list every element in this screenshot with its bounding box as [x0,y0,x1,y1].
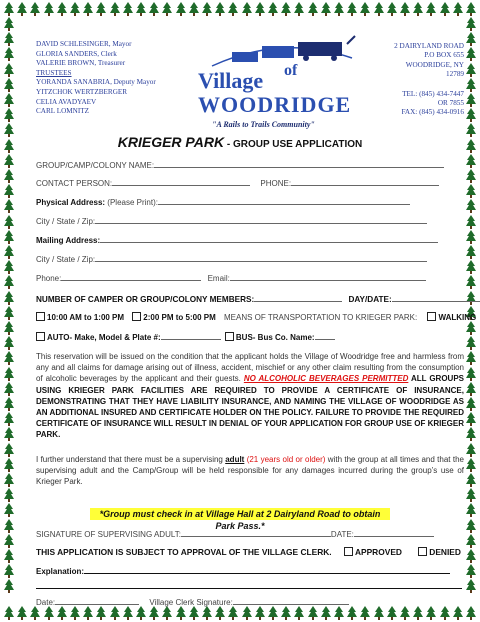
tree-icon [334,2,344,16]
tree-icon [268,2,278,16]
insurance-notice: ALL GROUPS USING KRIEGER PARK FACILITIES ARE REQUIRED TO PROVIDE A CERTIFICATE OF INSURANCE, DEMONSTRATING THAT THEY HAVE LIABILITY INSURANCE, AND NAMING THE VILLAGE OF WOODRIDGE AS AN ADDITIONAL INSURED AND CERTIFICATE HOLDER ON THE POLICY. FAILURE TO PROVIDE THE REQUIRED CERTIFICATE OF INSURANCE WILL RESULT IN DENIAL OF YOUR APPLICATION FOR GROUP USE OF KRIEGER PARK. [36,374,465,440]
phone-field[interactable] [61,272,201,281]
logo-woodridge-text: WOODRIDGE [198,92,352,117]
tree-icon [466,458,476,472]
tree-icon [466,17,476,31]
denied-label: DENIED [429,547,461,557]
liability-text: This reservation will be issued on the condition that the applicant holds the Village of Woodridge free and harmless from any and all claims for damage arising out of illness, accident, mischief or any other claim resulting from the consumption of alcoholic beverages by the applicant and their guests. [36,352,464,384]
approved-checkbox[interactable] [344,547,353,556]
tree-icon [4,519,14,533]
tree-icon [4,606,14,620]
official-trustee: CELIA AVADYAEV [36,97,97,106]
tree-icon [242,2,252,16]
tree-icon [30,2,40,16]
tree-icon [4,245,14,259]
signature-label: SIGNATURE OF SUPERVISING ADULT: [36,530,181,539]
tree-icon [400,606,410,620]
tree-icon [4,473,14,487]
tree-icon [466,397,476,411]
tree-icon [334,606,344,620]
tree-icon [466,579,476,593]
village-logo [192,32,362,132]
phone-email-row [36,272,426,283]
group-name-label: GROUP/CAMP/COLONY NAME: [36,161,155,170]
tree-icon [4,32,14,46]
official-deputy-mayor: YORANDA SANABRIA, Deputy Mayor [36,78,156,87]
tree-icon [466,564,476,578]
group-name-field[interactable] [154,159,444,168]
tree-icon [466,503,476,517]
tree-icon [466,215,476,229]
supervision-text-a: I further understand that there must be a supervising [36,455,226,464]
tree-icon [347,606,357,620]
tree-icon [466,139,476,153]
tree-icon [17,2,27,16]
tree-icon [4,108,14,122]
explanation-field[interactable] [84,565,450,574]
tree-icon [466,321,476,335]
tree-icon [4,63,14,77]
tree-icon [466,199,476,213]
contact-person-label: CONTACT PERSON: [36,179,113,188]
signature-field[interactable] [181,528,331,537]
tree-icon [176,606,186,620]
phone-field[interactable] [291,177,439,186]
bus-checkbox[interactable] [225,332,234,341]
tree-icon [4,488,14,502]
tree-icon [162,2,172,16]
tree-icon [242,606,252,620]
tree-icon [466,78,476,92]
vehicle-row [36,331,335,342]
tree-icon [4,503,14,517]
age-requirement: (21 years old or older) [244,455,326,464]
tree-icon [4,351,14,365]
auto-field[interactable] [161,331,221,340]
tree-icon [360,606,370,620]
tree-icon [466,488,476,502]
tree-icon [4,78,14,92]
address-line: P.O BOX 655 [424,51,464,60]
tree-icon [426,606,436,620]
official-trustee: YITZCHOK WERTZBERGER [36,87,128,96]
tree-icon [136,606,146,620]
tree-icon [4,260,14,274]
tree-icon [466,427,476,441]
trustees-heading: TRUSTEES [36,68,72,77]
tree-icon [374,606,384,620]
clerk-signature-row [36,596,349,607]
approval-row [36,547,461,557]
tree-icon [202,2,212,16]
denied-checkbox[interactable] [418,547,427,556]
tree-icon [136,2,146,16]
tree-icon [4,2,14,16]
official-treasurer: VALERIE BROWN, Treasurer [36,59,126,68]
tree-icon [360,2,370,16]
tree-icon [4,199,14,213]
explanation-row [36,565,450,576]
official-trustee: CARL LOMNITZ [36,107,90,116]
time-slot-1-checkbox[interactable] [36,312,45,321]
tree-icon [83,606,93,620]
tree-icon [149,606,159,620]
tree-icon [44,606,54,620]
bus-label: BUS- Bus Co. Name: [235,333,315,342]
tree-icon [466,245,476,259]
tree-icon [413,606,423,620]
tree-icon [176,2,186,16]
tree-icon [466,230,476,244]
tree-icon [294,2,304,16]
address-block [344,42,464,118]
tree-icon [426,2,436,16]
contact-person-field[interactable] [112,177,250,186]
tree-icon [466,108,476,122]
tree-icon [4,215,14,229]
sig-date-field[interactable] [354,528,434,537]
tree-icon [400,2,410,16]
tree-icon [466,47,476,61]
tree-icon [4,123,14,137]
tree-icon [83,2,93,16]
tree-icon [466,123,476,137]
tree-icon [149,2,159,16]
adult-word: adult [225,455,245,464]
tree-icon [4,17,14,31]
mailing-address-label: Mailing Address: [36,236,101,245]
tree-icon [189,606,199,620]
tree-icon [4,549,14,563]
tree-icon [308,606,318,620]
tree-icon [110,2,120,16]
tree-icon [466,473,476,487]
approved-label: APPROVED [354,547,402,557]
time-transport-row [36,312,476,322]
clerk-date-field[interactable] [55,596,139,605]
tree-icon [4,306,14,320]
no-alcohol-notice: NO ALCOHOLIC BEVERAGES PERMITTED [243,374,409,384]
city-field[interactable] [95,253,427,262]
auto-label: AUTO- Make, Model & Plate #: [47,333,161,342]
tree-icon [466,63,476,77]
logo-village-text: Village [198,68,264,93]
tree-icon [466,184,476,198]
day-date-label: DAY/DATE: [348,295,392,304]
tree-icon [4,321,14,335]
tree-icon [17,606,27,620]
explanation-field-line-2[interactable] [36,580,462,589]
tree-icon [440,606,450,620]
tree-icon [466,519,476,533]
tree-icon [387,606,397,620]
time-slot-2-label: 2:00 PM to 5:00 PM [143,313,216,322]
tree-icon [70,606,80,620]
tree-icon [4,336,14,350]
city-field[interactable] [95,215,427,224]
transport-label: MEANS OF TRANSPORTATION TO KRIEGER PARK: [224,313,418,322]
tree-icon [466,93,476,107]
tree-icon [70,2,80,16]
tree-icon [466,606,476,620]
tree-icon [4,382,14,396]
tree-icon [321,2,331,16]
explanation-label: Explanation: [36,567,85,576]
tree-icon [466,32,476,46]
tree-icon [4,139,14,153]
tree-icon [4,534,14,548]
tree-icon [162,606,172,620]
tree-icon [347,2,357,16]
phone-label: PHONE: [260,179,292,188]
tree-icon [374,2,384,16]
tree-icon [4,458,14,472]
official-mayor: DAVID SCHLESINGER, Mayor [36,40,132,48]
supervision-text-b: with the group at all times and that the supervising adult and the Camp/Group will be held responsible for any damages incurred during the group’s use of Krieger Park. [36,455,464,487]
approval-text: THIS APPLICATION IS SUBJECT TO APPROVAL OF THE VILLAGE CLERK. [36,547,332,557]
tree-icon [123,2,133,16]
check-in-banner: *Group must check in at Village Hall at 2 Dairyland Road to obtain Park Pass.* [90,508,390,520]
tree-icon [294,606,304,620]
city-label: City / State / Zip: [36,217,96,226]
contact-row [36,177,439,188]
city-label: City / State / Zip: [36,255,96,264]
city-row-2 [36,253,427,264]
tel-line: TEL: (845) 434-7447 [402,89,464,98]
logo-tagline: "A Rails to Trails Community" [212,120,315,129]
tree-icon [228,2,238,16]
title-main: KRIEGER PARK [117,134,225,150]
train-icon [202,32,362,72]
tree-icon [321,606,331,620]
tree-icon [466,2,476,16]
city-row-1 [36,215,427,226]
clerk-signature-label: Village Clerk Signature: [149,598,233,607]
address-line: 12789 [446,70,464,79]
tree-icon [466,549,476,563]
tree-icon [4,564,14,578]
clerk-date-label: Date: [36,598,56,607]
clerk-signature-field[interactable] [233,596,349,605]
physical-address-row [36,196,410,207]
time-slot-2-checkbox[interactable] [132,312,141,321]
physical-address-label: Physical Address: [36,198,106,207]
tree-icon [57,606,67,620]
tree-icon [281,2,291,16]
tree-icon [466,382,476,396]
email-field[interactable] [230,272,426,281]
tree-icon [453,2,463,16]
application-form [20,18,477,608]
address-line: WOODRIDGE, NY [405,60,464,69]
time-slot-1-label: 10:00 AM to 1:00 PM [47,313,125,322]
tree-icon [466,154,476,168]
tree-icon [413,2,423,16]
day-date-field[interactable] [392,293,480,302]
physical-address-note: (Please Print): [105,198,158,207]
tree-icon [4,443,14,457]
tree-icon [96,2,106,16]
phone-label: Phone: [36,274,62,283]
tree-icon [110,606,120,620]
tree-icon [440,2,450,16]
tree-icon [4,427,14,441]
tree-icon [281,606,291,620]
form-title [20,134,460,150]
tree-icon [4,47,14,61]
tree-icon [215,606,225,620]
tree-icon [215,2,225,16]
tree-icon [466,443,476,457]
sig-date-label: DATE: [330,530,354,539]
tree-icon [466,336,476,350]
members-row [36,293,480,304]
tree-icon [30,606,40,620]
tree-icon [228,606,238,620]
tel-alt-line: OR 7855 [437,99,464,108]
tree-icon [4,412,14,426]
liability-paragraph [36,351,464,441]
tree-icon [4,169,14,183]
auto-checkbox[interactable] [36,332,45,341]
tree-icon [255,2,265,16]
tree-icon [4,367,14,381]
mailing-address-field[interactable] [100,234,438,243]
tree-icon [255,606,265,620]
tree-icon [466,260,476,274]
group-name-row [36,159,444,170]
tree-icon [123,606,133,620]
tree-icon [466,367,476,381]
logo-of-text: of [284,62,298,79]
official-clerk: GLORIA SANDERS, Clerk [36,49,117,58]
title-rest: - GROUP USE APPLICATION [224,139,363,150]
tree-icon [453,606,463,620]
address-line: 2 DAIRYLAND ROAD [394,42,464,50]
fax-line: FAX: (845) 434-0916 [401,108,464,117]
tree-icon [466,275,476,289]
tree-icon [466,412,476,426]
tree-icon [466,351,476,365]
tree-icon [4,230,14,244]
tree-icon [268,606,278,620]
tree-icon [4,93,14,107]
email-label: Email: [207,274,230,283]
supervision-paragraph [36,454,464,488]
tree-icon [44,2,54,16]
tree-icon [189,2,199,16]
tree-icon [4,154,14,168]
walking-checkbox[interactable] [427,312,436,321]
officials-list [36,40,186,117]
tree-icon [4,291,14,305]
physical-address-field[interactable] [158,196,410,205]
mailing-address-row [36,234,438,245]
signature-row [36,528,434,539]
members-label: NUMBER OF CAMPER OR GROUP/COLONY MEMBERS: [36,295,255,304]
tree-icon [466,169,476,183]
members-field[interactable] [254,293,342,302]
tree-icon [466,534,476,548]
tree-icon [4,184,14,198]
tree-icon [4,275,14,289]
tree-icon [202,606,212,620]
tree-icon [96,606,106,620]
bus-field[interactable] [315,331,335,340]
walking-label: WALKING [438,313,477,322]
tree-icon [4,397,14,411]
tree-icon [387,2,397,16]
tree-icon [57,2,67,16]
tree-icon [4,579,14,593]
tree-icon [308,2,318,16]
